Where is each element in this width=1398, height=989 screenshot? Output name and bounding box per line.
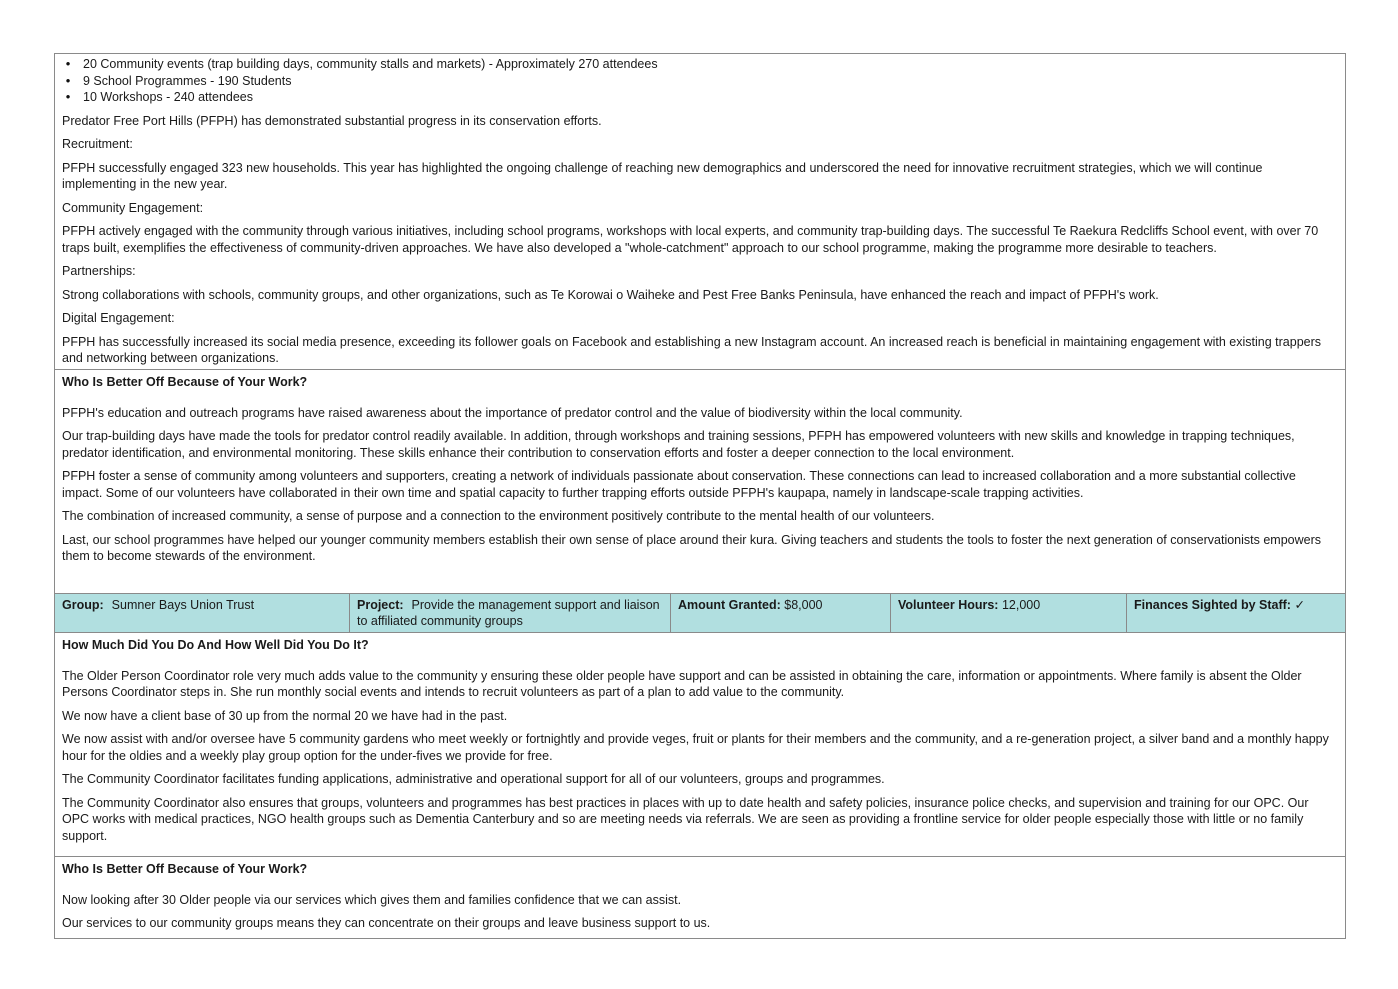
section-heading: Who Is Better Off Because of Your Work? [62,862,308,876]
paragraph: Strong collaborations with schools, community groups, and other organizations, such as Te Korowai o Waiheke and Pest Free Banks Peninsula, have enhanced the reach and impact of PFPH's work. [62,287,1159,302]
section-heading: How Much Did You Do And How Well Did You Do It? [62,638,369,652]
paragraph: The Community Coordinator also ensures that groups, volunteers and programmes has best practices in places with up to date health and safety policies, insurance police checks, and supervision and training for our OPC. Our OPC works with medical practices, NGO health groups such as Dementia Canterbury and so are meeting needs via referrals. We are seen as providing a frontline service for older people especially those with little or no family support. [62,795,1309,843]
paragraph: Our services to our community groups means they can concentrate on their groups and leave business support to us. [62,916,711,930]
group-info-row [55,593,1345,633]
outputs-section [55,54,1345,370]
paragraph: The combination of increased community, a sense of purpose and a connection to the environment positively contribute to the mental health of our volunteers. [62,509,935,523]
outputs-list [62,56,1338,106]
paragraph: PFPH actively engaged with the community through various initiatives, including school programs, workshops with local experts, and community trap-building days. The successful Te Raekura Redcliffs School event, with over 70 traps built, exemplifies the effectiveness of community-driven approaches. We have also developed a "whole-catchment" approach to our school programme, making the programme more desirable to teachers. [62,224,1319,255]
paragraph: PFPH foster a sense of community among volunteers and supporters, creating a network of individuals passionate about conservation. These connections can lead to increased collaboration and a more substantial collective impact. Some of our volunteers have collaborated in their own time and spatial capacity to further trapping efforts outside PFPH's kaupapa, namely in landscape-scale trapping activities. [62,469,1296,500]
paragraph: Community Engagement: [62,200,204,215]
list-item: • 20 Community events (trap building days, community stalls and markets) - Approximately 270 attendees [83,56,1338,73]
better-off-section-2 [55,857,1345,938]
check-icon: ✓ [1294,598,1305,612]
hours-cell [891,594,1127,632]
finances-label: Finances Sighted by Staff: [1134,598,1291,612]
amount-cell [671,594,891,632]
better-off-section [55,370,1345,593]
hours-value: 12,000 [1001,598,1041,612]
section-heading: Who Is Better Off Because of Your Work? [62,375,308,389]
list-item: • 9 School Programmes - 190 Students [83,73,1338,90]
paragraph: Digital Engagement: [62,311,175,325]
finances-cell [1127,594,1345,632]
paragraph: PFPH successfully engaged 323 new households. This year has highlighted the ongoing challenge of reaching new demographics and underscored the need for innovative recruitment strategies, which we will continue implementing in the new year. [62,160,1263,191]
paragraph: The Community Coordinator facilitates funding applications, administrative and operational support for all of our volunteers, groups and programmes. [62,772,885,786]
project-cell [350,594,671,632]
project-value: Provide the management support and liaison to affiliated community groups [357,598,660,628]
paragraph: Recruitment: [62,137,133,151]
list-item: • 10 Workshops - 240 attendees [83,89,1338,106]
paragraph: Now looking after 30 Older people via our services which gives them and families confidence that we can assist. [62,892,682,907]
paragraph: We now assist with and/or oversee have 5 community gardens who meet weekly or fortnightly and provide veges, fruit or plants for their members and the community, and a re-generation project, a silver band and a monthly happy hour for the oldies and a weekly play group option for the under-fives we provide for free. [62,732,1329,763]
paragraph: The Older Person Coordinator role very much adds value to the community y ensuring these older people have support and can be assisted in obtaining the care, information or appointments. Where family is absent the Older Persons Coordinator steps in. She run monthly social events and intends to recruit volunteers as part of a plan to add value to the community. [62,668,1302,699]
group-cell [55,594,350,632]
amount-value: $8,000 [784,598,823,612]
paragraph: Our trap-building days have made the tools for predator control readily available. In addition, through workshops and training sessions, PFPH has empowered volunteers with new skills and knowledge in trapping techniques, predator identification, and environmental monitoring. These skills enhance their contribution to conservation efforts and foster a deeper connection to the local environment. [62,429,1295,460]
paragraph: Predator Free Port Hills (PFPH) has demonstrated substantial progress in its conservation efforts. [62,113,602,128]
paragraph: We now have a client base of 30 up from the normal 20 we have had in the past. [62,708,508,723]
report-table [54,53,1346,939]
group-label: Group: [62,598,104,612]
paragraph: Last, our school programmes have helped our younger community members establish their own sense of place around their kura. Giving teachers and students the tools to foster the next generation of conservationists empowers them to become stewards of the environment. [62,532,1322,563]
project-label: Project: [357,598,404,612]
paragraph: PFPH's education and outreach programs have raised awareness about the importance of predator control and the value of biodiversity within the local community. [62,405,963,420]
hours-label: Volunteer Hours: [898,598,999,612]
paragraph: Partnerships: [62,264,136,278]
group-value: Sumner Bays Union Trust [111,598,255,612]
how-much-section [55,633,1345,857]
paragraph: PFPH has successfully increased its social media presence, exceeding its follower goals on Facebook and establishing a new Instagram account. An increased reach is beneficial in maintaining engagement with existing trappers and networking between organizations. [62,334,1322,365]
amount-label: Amount Granted: [678,598,781,612]
